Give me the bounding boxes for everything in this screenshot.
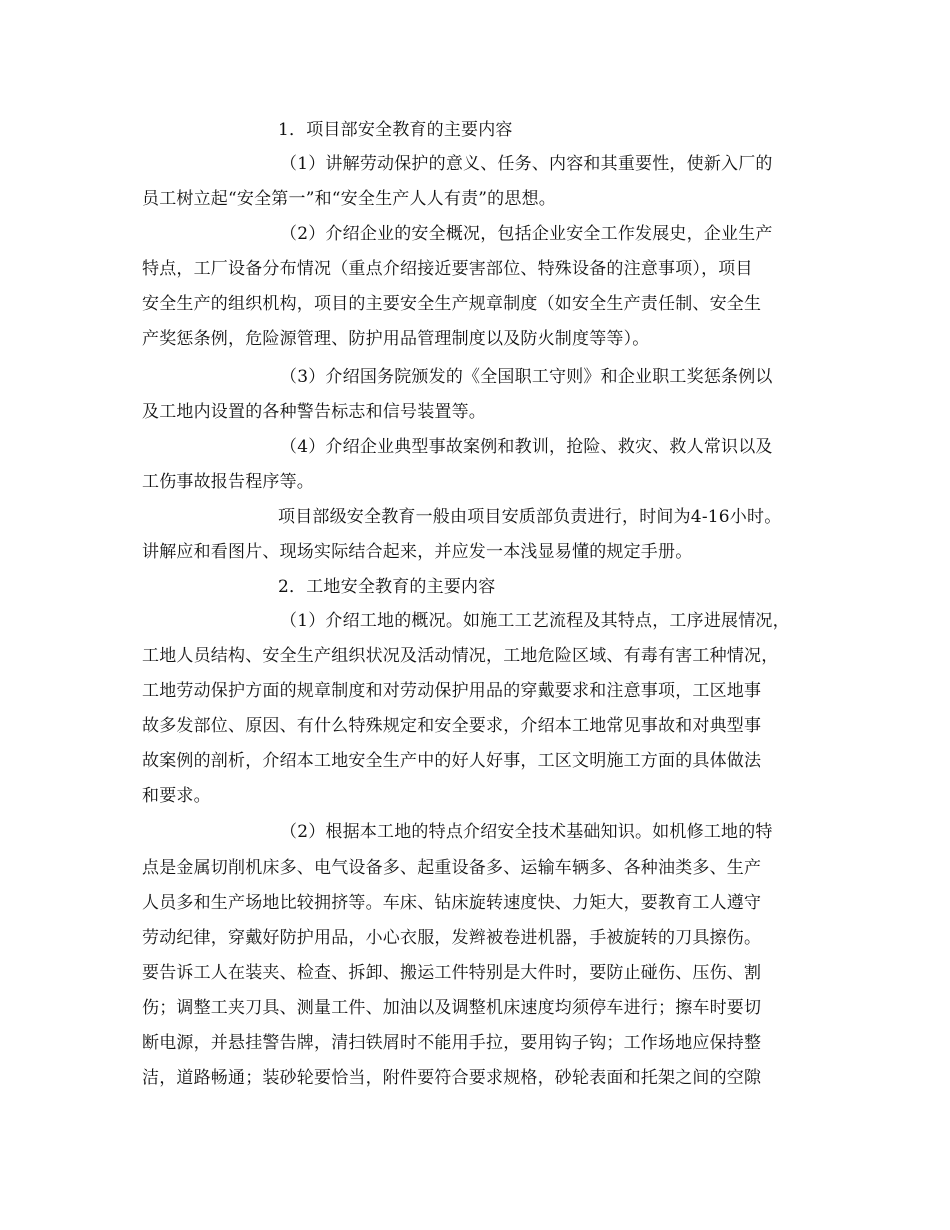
paragraph-line: 工伤事故报告程序等。 <box>142 472 314 492</box>
paragraph-line: （4）介绍企业典型事故案例和教训，抢险、救灾、救人常识以及 <box>280 437 773 457</box>
section-heading-2: 2．工地安全教育的主要内容 <box>278 577 496 597</box>
paragraph-line: （2）根据本工地的特点介绍安全技术基础知识。如机修工地的特 <box>280 822 773 842</box>
paragraph-line: 讲解应和看图片、现场实际结合起来，并应发一本浅显易懂的规定手册。 <box>142 542 693 562</box>
paragraph-line: 及工地内设置的各种警告标志和信号装置等。 <box>142 402 486 422</box>
paragraph-line: 安全生产的组织机构，项目的主要安全生产规章制度（如安全生产责任制、安全生 <box>142 294 762 314</box>
paragraph-line: 故案例的剖析，介绍本工地安全生产中的好人好事，工区文明施工方面的具体做法 <box>142 751 762 771</box>
paragraph-line: 工地劳动保护方面的规章制度和对劳动保护用品的穿戴要求和注意事项，工区地事 <box>142 681 762 701</box>
paragraph-line: 故多发部位、原因、有什么特殊规定和安全要求，介绍本工地常见事故和对典型事 <box>142 716 762 736</box>
paragraph-line: （1）介绍工地的概况。如施工工艺流程及其特点，工序进展情况， <box>280 611 790 631</box>
paragraph-line: 和要求。 <box>142 786 211 806</box>
paragraph-line: 伤；调整工夹刀具、测量工件、加油以及调整机床速度均须停车进行；擦车时要切 <box>142 998 762 1018</box>
paragraph-line: 洁，道路畅通；装砂轮要恰当，附件要符合要求规格，砂轮表面和托架之间的空隙 <box>142 1068 762 1088</box>
section-heading-1: 1．项目部安全教育的主要内容 <box>278 120 513 140</box>
paragraph-line: 人员多和生产场地比较拥挤等。车床、钻床旋转速度快、力矩大，要教育工人遵守 <box>142 893 762 913</box>
paragraph-line: （3）介绍国务院颁发的《全国职工守则》和企业职工奖惩条例以 <box>280 367 773 387</box>
paragraph-line: 断电源，并悬挂警告牌，清扫铁屑时不能用手拉，要用钩子钩；工作场地应保持整 <box>142 1033 762 1053</box>
paragraph-line: 要告诉工人在装夹、检查、拆卸、搬运工件特别是大件时，要防止碰伤、压伤、割 <box>142 963 762 983</box>
paragraph-line: 员工树立起“安全第一”和“安全生产人人有责”的思想。 <box>142 189 556 209</box>
paragraph-line: 点是金属切削机床多、电气设备多、起重设备多、运输车辆多、各种油类多、生产 <box>142 858 762 878</box>
paragraph-line: （1）讲解劳动保护的意义、任务、内容和其重要性，使新入厂的 <box>280 154 773 174</box>
paragraph-line: 项目部级安全教育一般由项目安质部负责进行，时间为4-16小时。 <box>278 507 782 527</box>
paragraph-line: （2）介绍企业的安全概况，包括企业安全工作发展史，企业生产 <box>280 224 773 244</box>
paragraph-line: 产奖惩条例，危险源管理、防护用品管理制度以及防火制度等等）。 <box>142 329 650 349</box>
paragraph-line: 劳动纪律，穿戴好防护用品，小心衣服，发辫被卷进机器，手被旋转的刀具擦伤。 <box>142 928 762 948</box>
paragraph-line: 工地人员结构、安全生产组织状况及活动情况，工地危险区域、有毒有害工种情况， <box>142 646 779 666</box>
paragraph-line: 特点，工厂设备分布情况（重点介绍接近要害部位、特殊设备的注意事项），项目 <box>142 259 753 279</box>
